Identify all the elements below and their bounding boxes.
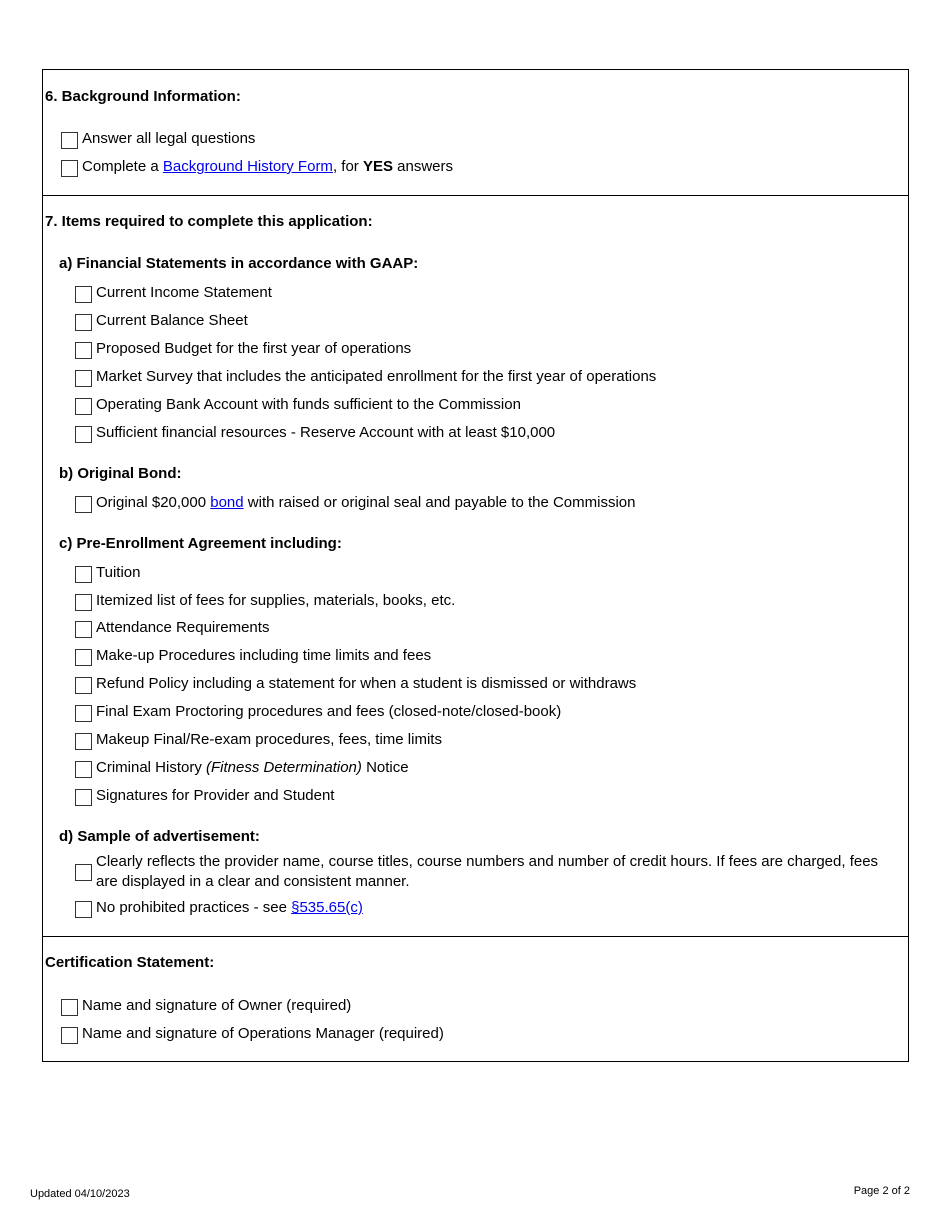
checklist-item-bank-account: [75, 395, 521, 415]
page-number: Page 2 of 2: [853, 1185, 910, 1197]
pre-enrollment-heading: c) Pre-Enrollment Agreement including:: [59, 535, 342, 552]
checkbox[interactable]: [75, 496, 92, 513]
certification-heading: Certification Statement:: [45, 954, 215, 971]
checklist-item-final-exam: [75, 702, 561, 722]
checklist-form: [42, 69, 909, 1062]
checkbox[interactable]: [75, 286, 92, 303]
checklist-item-bond: [75, 493, 636, 513]
checklist-item-tuition: [75, 563, 140, 583]
checklist-item-income-statement: [75, 283, 272, 303]
background-history-form-link[interactable]: Background History Form: [162, 158, 333, 175]
item-label: No prohibited practices - see §535.65(c): [96, 899, 363, 916]
checklist-item-prohibited-practices: [75, 898, 363, 918]
item-label: Final Exam Proctoring procedures and fees (closed-note/closed-book): [96, 703, 562, 720]
checkbox[interactable]: [75, 789, 92, 806]
item-label: Operating Bank Account with funds sufficient to the Commission: [96, 396, 521, 413]
checkbox[interactable]: [75, 594, 92, 611]
checklist-item-owner-signature: [61, 996, 351, 1016]
checkbox[interactable]: [75, 761, 92, 778]
item-label: Name and signature of Operations Manager (required): [82, 1025, 444, 1042]
updated-date: Updated 04/10/2023: [30, 1188, 130, 1200]
item-label: Criminal History (Fitness Determination) Notice: [96, 759, 409, 776]
checkbox[interactable]: [75, 733, 92, 750]
item-label: Clearly reflects the provider name, course titles, course numbers and number of credit hours. If fees are charged, fees are displayed in a clear and consistent manner.: [96, 853, 879, 890]
checkbox[interactable]: [61, 160, 78, 177]
item-label: Answer all legal questions: [82, 130, 256, 147]
checkbox[interactable]: [75, 566, 92, 583]
bond-link[interactable]: bond: [210, 494, 244, 511]
section-divider: [43, 195, 908, 196]
checkbox[interactable]: [61, 1027, 78, 1044]
checkbox[interactable]: [75, 314, 92, 331]
item-label: Make-up Procedures including time limits and fees: [96, 647, 432, 664]
checklist-item-makeup-final: [75, 730, 442, 750]
checklist-item-attendance: [75, 618, 269, 638]
advertisement-heading: d) Sample of advertisement:: [59, 828, 260, 845]
item-label: Attendance Requirements: [96, 619, 270, 636]
checklist-item-balance-sheet: [75, 311, 248, 331]
checklist-item-advertisement: [75, 852, 886, 892]
item-label: Complete a Background History Form, for YES answers: [82, 158, 453, 175]
checkbox[interactable]: [75, 426, 92, 443]
checkbox[interactable]: [75, 705, 92, 722]
item-label: Sufficient financial resources - Reserve Account with at least $10,000: [96, 424, 556, 441]
item-label: Current Balance Sheet: [96, 312, 248, 329]
checklist-item-criminal-history: [75, 758, 409, 778]
checklist-item-manager-signature: [61, 1024, 444, 1044]
checkbox[interactable]: [75, 864, 92, 881]
item-label: Proposed Budget for the first year of operations: [96, 340, 412, 357]
checklist-item-proposed-budget: [75, 339, 411, 359]
section-divider: [43, 936, 908, 937]
section-7-heading: 7. Items required to complete this application:: [45, 213, 373, 230]
checkbox[interactable]: [75, 901, 92, 918]
checkbox[interactable]: [75, 398, 92, 415]
section-6-heading: 6. Background Information:: [45, 88, 241, 105]
checklist-item-background-form: [61, 157, 453, 177]
checkbox[interactable]: [75, 342, 92, 359]
checklist-item-makeup-procedures: [75, 646, 431, 666]
checkbox[interactable]: [75, 370, 92, 387]
checkbox[interactable]: [75, 677, 92, 694]
checklist-item-fees-list: [75, 591, 455, 611]
item-label: Refund Policy including a statement for when a student is dismissed or withdraws: [96, 675, 637, 692]
checklist-item-market-survey: [75, 367, 656, 387]
checklist-item-reserve-account: [75, 423, 555, 443]
item-label: Tuition: [96, 564, 141, 581]
rule-535-65c-link[interactable]: §535.65(c): [291, 899, 363, 916]
checkbox[interactable]: [75, 649, 92, 666]
checkbox[interactable]: [61, 132, 78, 149]
checkbox[interactable]: [75, 621, 92, 638]
item-label: Itemized list of fees for supplies, materials, books, etc.: [96, 592, 456, 609]
original-bond-heading: b) Original Bond:: [59, 465, 182, 482]
item-label: Current Income Statement: [96, 284, 272, 301]
item-label: Name and signature of Owner (required): [82, 997, 352, 1014]
item-label: Market Survey that includes the anticipated enrollment for the first year of operations: [96, 368, 657, 385]
checklist-item-refund-policy: [75, 674, 636, 694]
financial-statements-heading: a) Financial Statements in accordance with GAAP:: [59, 255, 419, 272]
item-label: Signatures for Provider and Student: [96, 787, 335, 804]
item-label: Original $20,000 bond with raised or original seal and payable to the Commission: [96, 494, 636, 511]
checklist-item-signatures: [75, 786, 334, 806]
checkbox[interactable]: [61, 999, 78, 1016]
item-label: Makeup Final/Re-exam procedures, fees, time limits: [96, 731, 442, 748]
checklist-item-legal-questions: [61, 129, 255, 149]
